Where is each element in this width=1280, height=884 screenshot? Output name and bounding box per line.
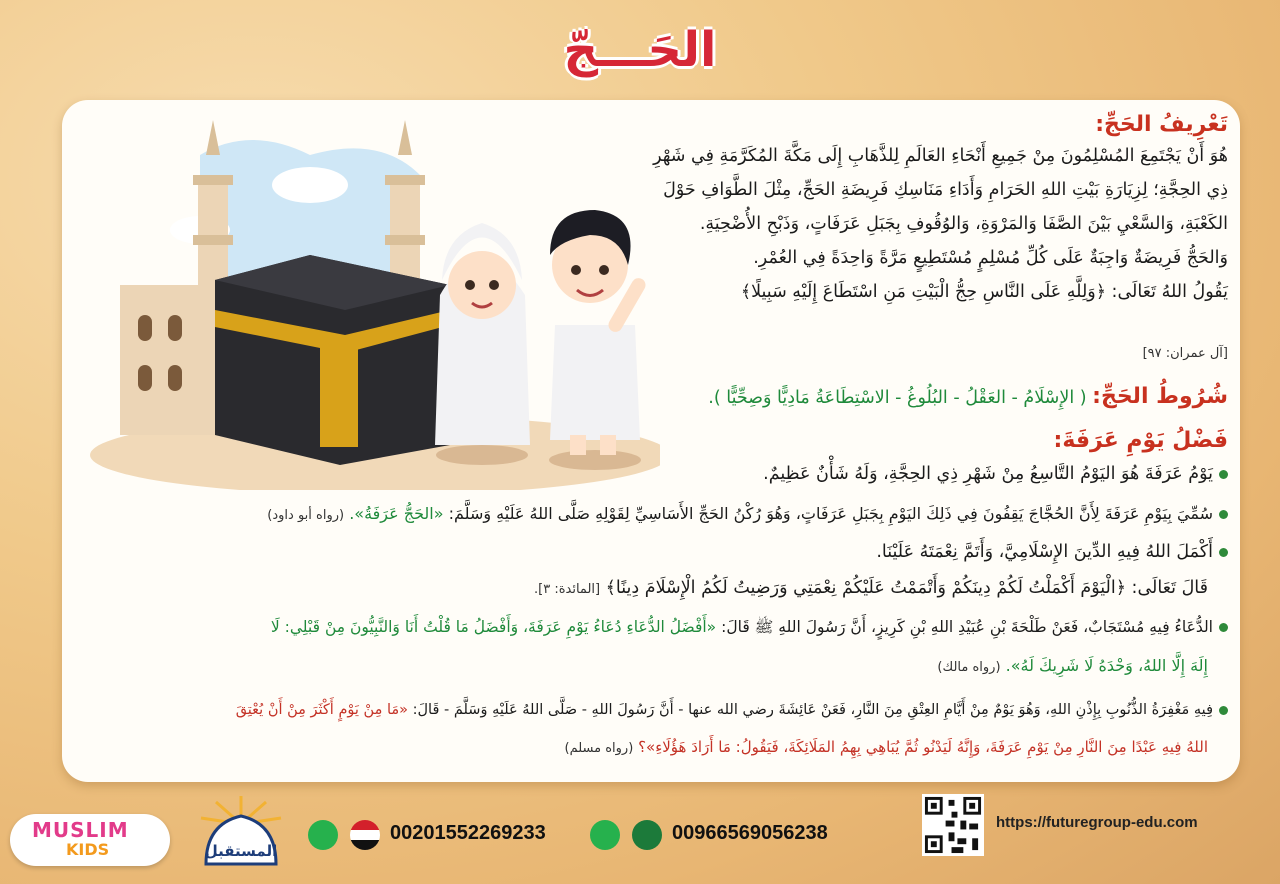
- quran-verse: قَالَ تَعَالَى: ﴿الْيَوْمَ أَكْمَلْتُ لَكُمْ دِينَكُمْ وَأَتْمَمْتُ عَلَيْكُمْ نِعْمَتِي وَرَضِيتُ لَكُمُ الْإِسْلَامَ دِينًا﴾ [المائدة: ٣].: [534, 578, 1208, 598]
- bullet-item: يَوْمُ عَرَفَةَ هُوَ اليَوْمُ التَّاسِعُ مِنْ شَهْرِ ذِي الحِجَّةِ، وَلَهُ شَأْنٌ عَظِيمٌ.: [763, 464, 1228, 485]
- conditions-heading: شُرُوطُ الحَجِّ:: [1092, 384, 1228, 409]
- hadith-continued: اللهُ فِيهِ عَبْدًا مِنَ النَّارِ مِنْ يَوْمِ عَرَفَةَ، وَإِنَّهُ لَيَدْنُو ثُمَّ يُبَاهِي بِهِمُ المَلَائِكَةَ، فَيَقُولُ: مَا أَرَادَ هَؤُلَاءِ»؟ (رواه مسلم): [564, 738, 1208, 756]
- muslim-kids-logo: MUSLIM KIDS: [10, 814, 170, 866]
- bullet-item: فِيهِ مَغْفِرَةُ الذُّنُوبِ بِإِذْنِ اللهِ، وَهُوَ يَوْمٌ مِنْ أَيَّامِ العِتْقِ مِنَ النَّارِ، فَعَنْ عَائِشَةَ رضي الله عنها - أَنَّ رَسُولَ اللهِ - صَلَّى اللهُ عَلَيْهِ وَسَلَّمَ - قَالَ: «مَا مِنْ يَوْمٍ أَكْثَرَ مِنْ أَنْ يُعْتِقَ: [236, 702, 1228, 719]
- whatsapp-icon: [308, 820, 338, 850]
- definition-line: هُوَ أَنْ يَجْتَمِعَ المُسْلِمُونَ مِنْ جَمِيعِ أَنْحَاءِ العَالَمِ لِلذَّهَابِ إِلَى مَكَّةَ المُكَرَّمَةِ فِي شَهْرِ: [653, 146, 1228, 166]
- saudi-flag-icon: [632, 820, 662, 850]
- definition-line: ذِي الحِجَّةِ؛ لِزِيَارَةِ بَيْتِ اللهِ الحَرَامِ وَأَدَاءِ مَنَاسِكِ فَرِيضَةِ الحَجِّ، مِثْلَ الطَّوَافِ حَوْلَ: [663, 180, 1228, 200]
- bullet-icon: [1219, 548, 1228, 557]
- conditions-text: ( الإِسْلَامُ - العَقْلُ - البُلُوغُ - الاسْتِطَاعَةُ مَادِيًّا وَصِحِّيًّا ).: [708, 388, 1087, 408]
- website-link[interactable]: https://futuregroup-edu.com: [996, 814, 1198, 831]
- bullet-icon: [1219, 706, 1228, 715]
- bullet-item: سُمِّيَ بِيَوْمِ عَرَفَةَ لِأَنَّ الحُجَّاجَ يَقِفُونَ فِي ذَلِكَ اليَوْمِ بِجَبَلِ عَرَفَاتٍ، وَهُوَ رُكْنُ الحَجِّ الأَسَاسِيِّ لِقَوْلِهِ صَلَّى اللهُ عَلَيْهِ وَسَلَّمَ: «الحَجُّ عَرَفَةُ». (رواه أبو داود): [267, 504, 1228, 524]
- bullet-icon: [1219, 470, 1228, 479]
- whatsapp-icon: [590, 820, 620, 850]
- page-title: الحَـــجّ: [563, 22, 717, 78]
- bullet-item: الدُّعَاءُ فِيهِ مُسْتَجَابٌ، فَعَنْ طَلْحَةَ بْنِ عُبَيْدِ اللهِ بْنِ كَرِيزٍ، أَنَّ رَسُولَ اللهِ ﷺ قَالَ: «أَفْضَلُ الدُّعَاءِ دُعَاءُ يَوْمِ عَرَفَةَ، وَأَفْضَلُ مَا قُلْتُ أَنَا وَالنَّبِيُّونَ مِنْ قَبْلِي: لَا: [271, 618, 1228, 637]
- definition-heading: تَعْرِيفُ الحَجِّ:: [1095, 112, 1228, 137]
- phone-saudi[interactable]: 00966569056238: [672, 822, 828, 844]
- kaaba-children-illustration: [80, 115, 660, 490]
- arafah-heading: فَضْلُ يَوْمِ عَرَفَةَ:: [1053, 428, 1228, 453]
- egypt-flag-icon: [350, 820, 380, 850]
- bullet-icon: [1219, 623, 1228, 632]
- bullet-icon: [1219, 510, 1228, 519]
- hadith-continued: إِلَهَ إِلَّا اللهُ، وَحْدَهُ لَا شَرِيكَ لَهُ». (رواه مالك): [937, 656, 1208, 675]
- definition-line: وَالحَجُّ فَرِيضَةٌ وَاجِبَةٌ عَلَى كُلِّ مُسْلِمٍ مُسْتَطِيعٍ مَرَّةً وَاحِدَةً فِي العُمْرِ.: [753, 248, 1228, 268]
- phone-egypt[interactable]: 00201552269233: [390, 822, 546, 844]
- verse-reference: [آل عمران: ٩٧]: [1142, 346, 1228, 361]
- definition-line: الكَعْبَةِ، وَالسَّعْيِ بَيْنَ الصَّفَا وَالمَرْوَةِ، وَالوُقُوفِ بِجَبَلِ عَرَفَاتٍ، وَذَبْحِ الأُضْحِيَةِ.: [699, 214, 1228, 234]
- mustaqbal-logo: [186, 794, 296, 878]
- conditions-row: [708, 384, 1228, 410]
- svg-text:المستقبل: المستقبل: [204, 842, 278, 860]
- quran-verse: يَقُولُ اللهُ تَعَالَى: ﴿وَلِلَّهِ عَلَى النَّاسِ حِجُّ الْبَيْتِ مَنِ اسْتَطَاعَ إِلَيْهِ سَبِيلًا﴾: [740, 282, 1228, 302]
- qr-code-icon: [922, 794, 984, 856]
- bullet-item: أَكْمَلَ اللهُ فِيهِ الدِّينَ الإِسْلَامِيَّ، وَأَتَمَّ نِعْمَتَهُ عَلَيْنَا.: [876, 542, 1228, 563]
